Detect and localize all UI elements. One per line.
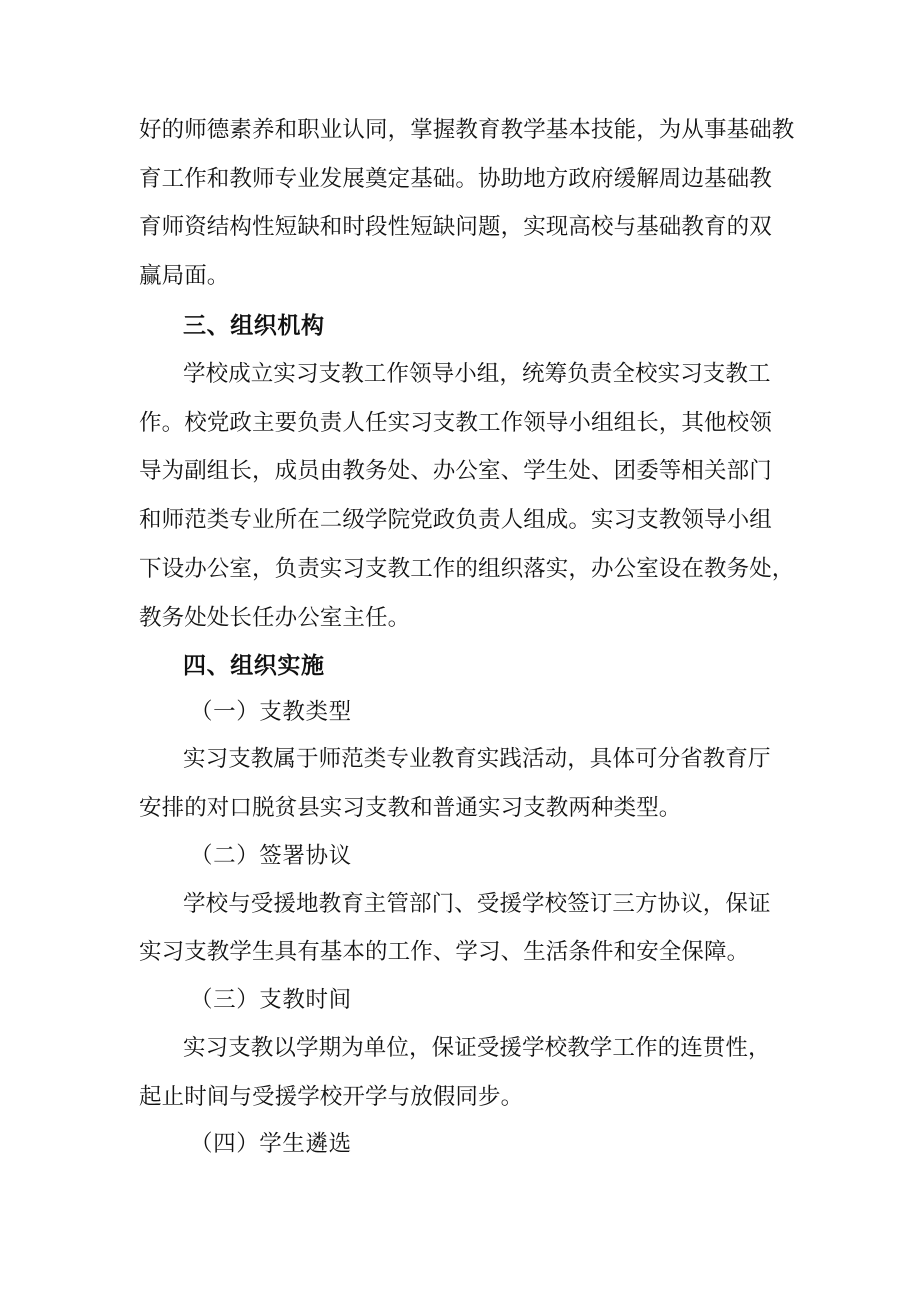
paragraph-line: 教务处处长任办公室主任。 <box>139 605 411 631</box>
paragraph-line: 和师范类专业所在二级学院党政负责人组成。实习支教领导小组 <box>139 507 772 533</box>
subsection-heading: （一）支教类型 <box>190 699 352 725</box>
paragraph-line: 实习支教以学期为单位，保证受援学校教学工作的连贯性， <box>183 1035 771 1061</box>
paragraph-line: 作。校党政主要负责人任实习支教工作领导小组组长，其他校领 <box>139 410 772 436</box>
paragraph-line: 导为副组长，成员由教务处、办公室、学生处、团委等相关部门 <box>139 458 772 484</box>
paragraph-line: 学校与受援地教育主管部门、受援学校签订三方协议，保证 <box>183 891 771 917</box>
paragraph-line: 育工作和教师专业发展奠定基础。协助地方政府缓解周边基础教 <box>139 166 772 192</box>
paragraph-line: 学校成立实习支教工作领导小组，统筹负责全校实习支教工 <box>183 361 771 387</box>
subsection-heading: （四）学生遴选 <box>190 1131 352 1157</box>
paragraph-line: 实习支教属于师范类专业教育实践活动，具体可分省教育厅 <box>183 746 771 772</box>
paragraph-line: 赢局面。 <box>139 263 230 289</box>
subsection-heading: （三）支教时间 <box>190 987 352 1013</box>
paragraph-line: 好的师德素养和职业认同，掌握教育教学基本技能，为从事基础教 <box>139 117 795 143</box>
paragraph-line: 育师资结构性短缺和时段性短缺问题，实现高校与基础教育的双 <box>139 214 772 240</box>
paragraph-line: 起止时间与受援学校开学与放假同步。 <box>139 1084 524 1110</box>
paragraph-line: 实习支教学生具有基本的工作、学习、生活条件和安全保障。 <box>139 939 750 965</box>
subsection-heading: （二）签署协议 <box>190 843 352 869</box>
paragraph-line: 安排的对口脱贫县实习支教和普通实习支教两种类型。 <box>139 795 682 821</box>
section-heading: 三、组织机构 <box>183 313 325 339</box>
section-heading: 四、组织实施 <box>183 653 325 679</box>
paragraph-line: 下设办公室，负责实习支教工作的组织落实，办公室设在教务处， <box>139 556 795 582</box>
